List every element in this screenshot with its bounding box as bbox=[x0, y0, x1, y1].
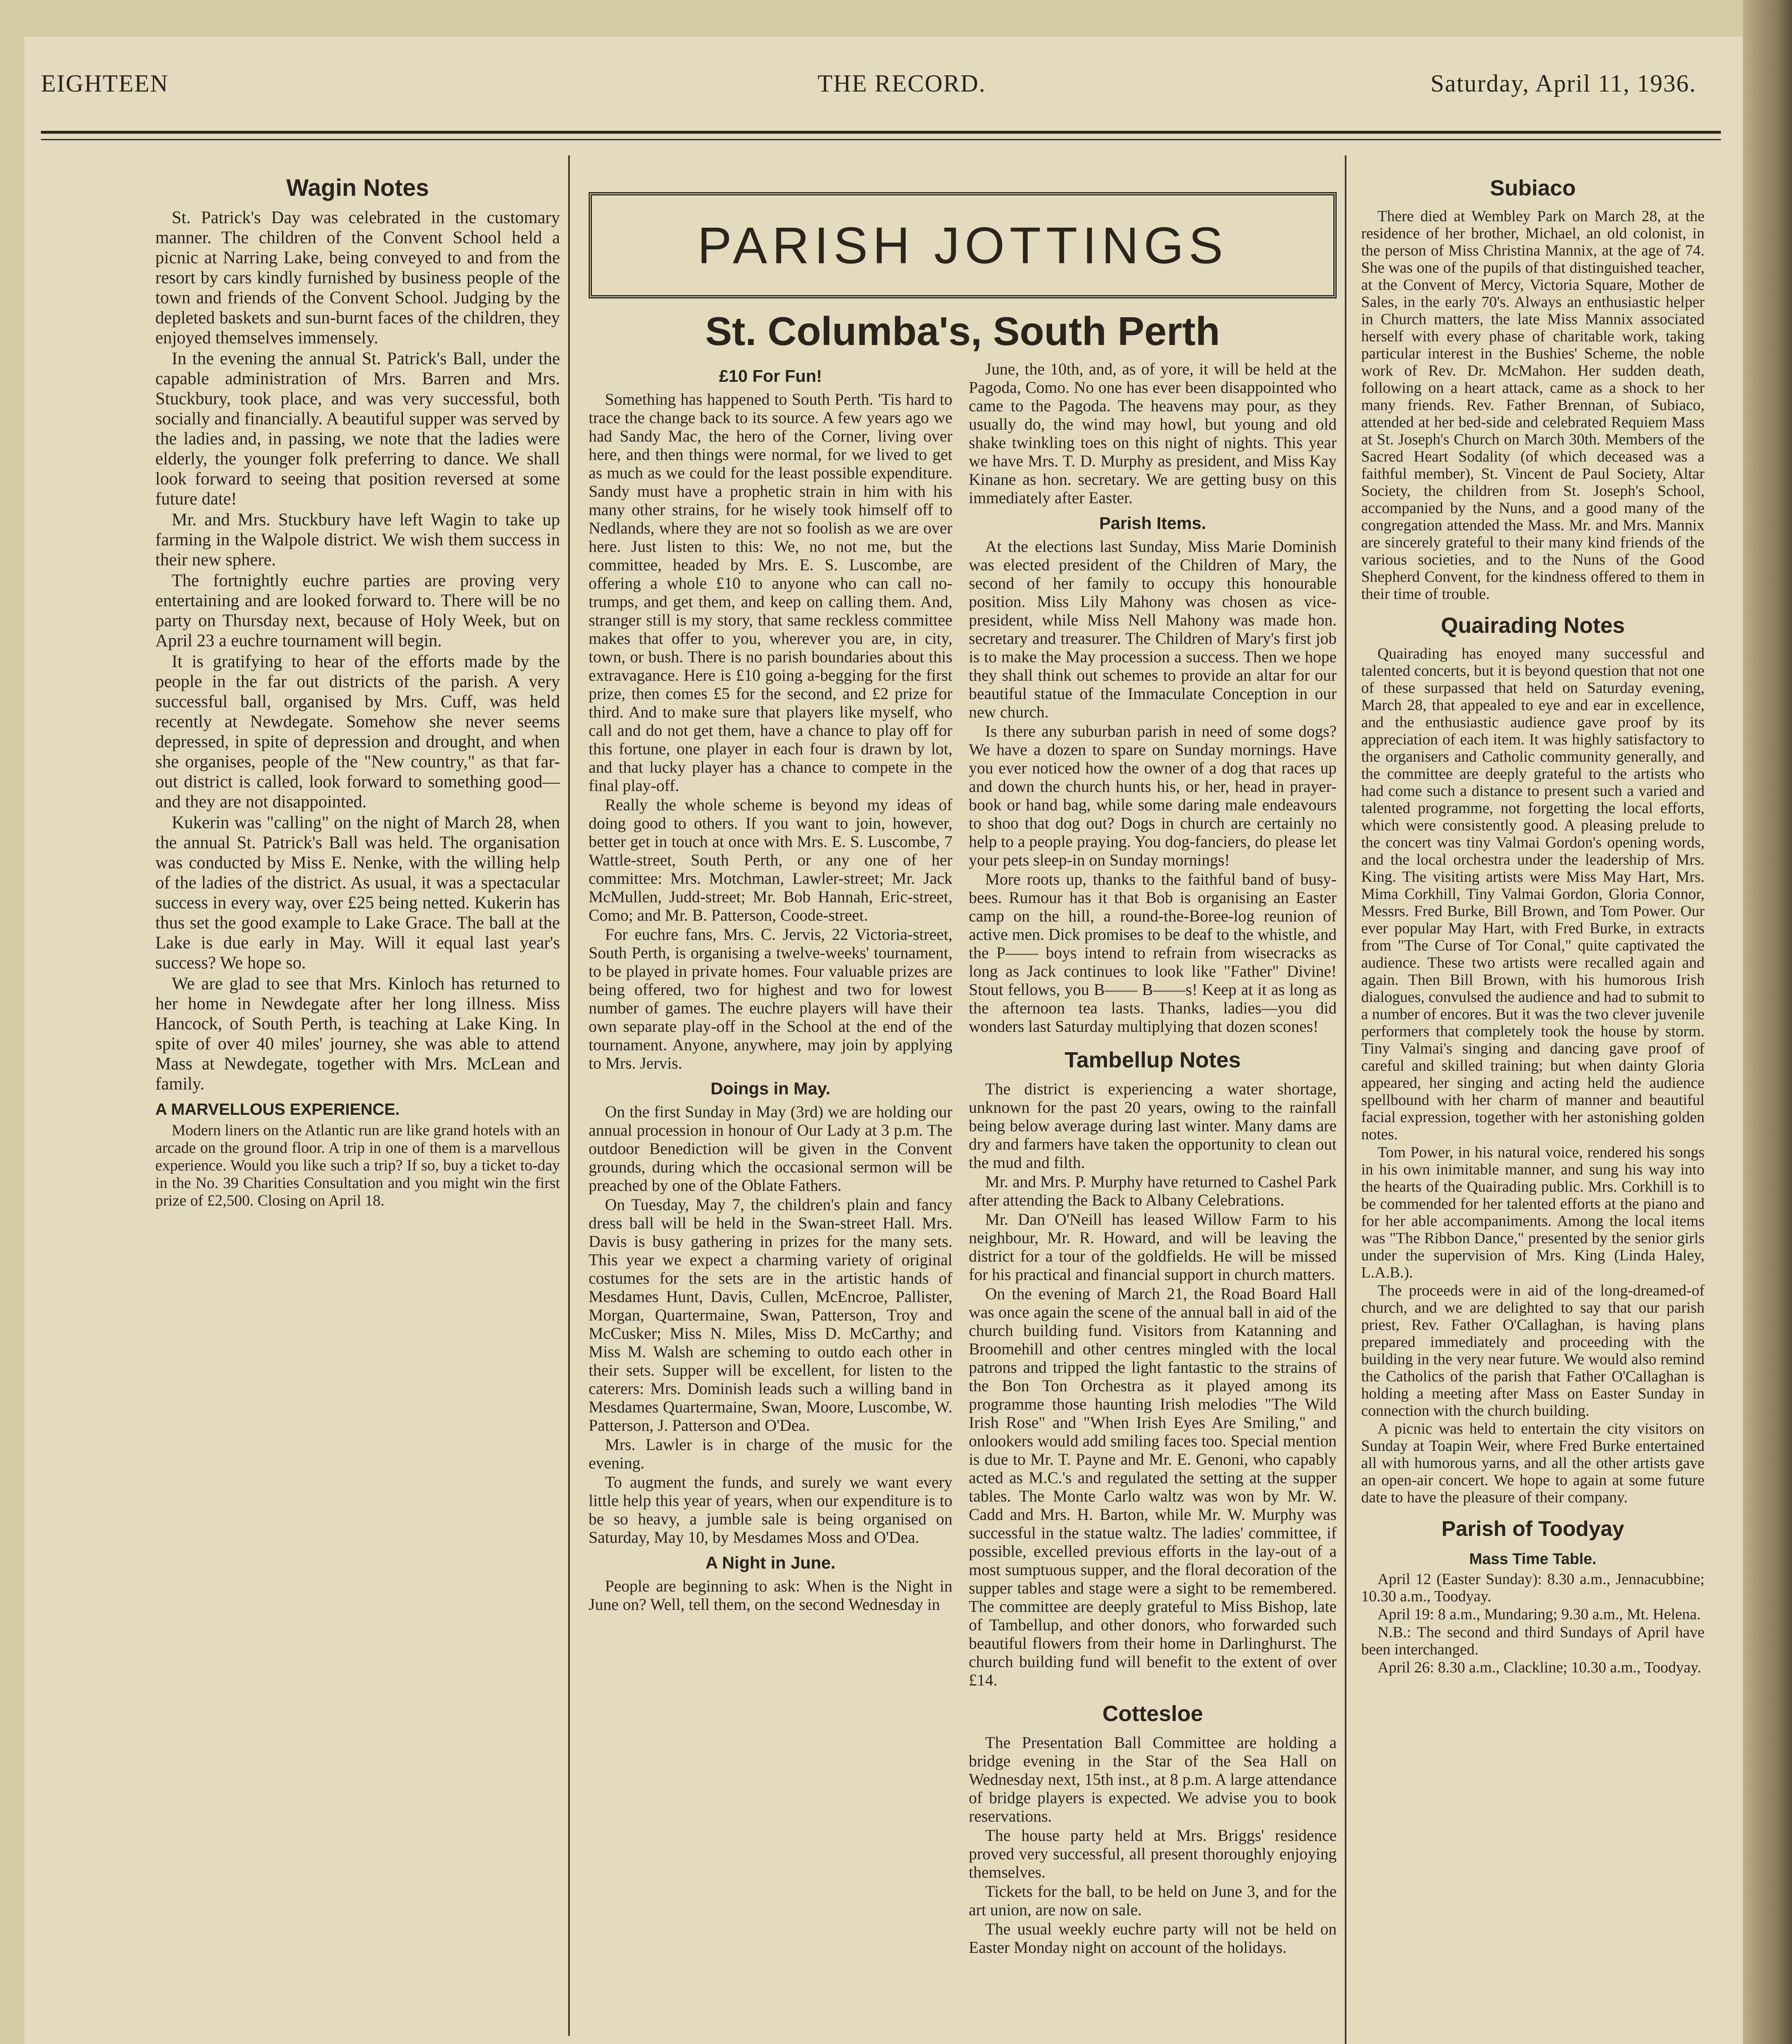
article-title: Wagin Notes bbox=[286, 175, 429, 201]
paragraph: We are glad to see that Mrs. Kinloch has returned to her home in Newdegate after her long illness. Miss Hancock, of South Perth, is teaching at Lake King. In spite of over 40 miles' journey, she was able to attend Mass at Newdegate, together with Mrs. McLean and family. bbox=[155, 974, 560, 1094]
article-title: A MARVELLOUS EXPERIENCE. bbox=[155, 1100, 400, 1118]
paragraph: The district is experiencing a water shortage, unknown for the past 20 years, owing to the rainfall being below average during last winter. Many dams are dry and farmers have taken the opportunity to clean out the mud and filth. bbox=[969, 1080, 1337, 1172]
article-title: Subiaco bbox=[1490, 176, 1576, 200]
header-rule bbox=[41, 131, 1721, 134]
south-perth-col2 bbox=[969, 360, 1337, 1957]
paragraph: The usual weekly euchre party will not be held on Easter Monday night on account of the holidays. bbox=[969, 1920, 1337, 1957]
paragraph: Tickets for the ball, to be held on June 3, and for the art union, are now on sale. bbox=[969, 1882, 1337, 1919]
paragraph: The house party held at Mrs. Briggs' residence proved very successful, all present thoroughly enjoying themselves. bbox=[969, 1826, 1337, 1881]
paragraph: Something has happened to South Perth. 'Tis hard to trace the change back to its source. A few years ago we had Sandy Mac, the hero of the Corner, living over here, and then things were normal, for we lived to get as much as we could for the least possible expenditure. Sandy must have a prophetic strain in him with his many other strains, for he wisely took himself off to Nedlands, where they are not so foolish as we are over here. Just listen to this: We, no not me, but the committee, headed by Mrs. E. S. Luscombe, are offering a whole £10 to anyone who can call no-trumps, and get them, and keep on calling them. And, stranger still is my story, that same reckless committee makes that offer to you, wherever you are, in city, town, or bush. There is no parish boundaries about this extravagance. Here is £10 going a-begging for the first prize, then comes £5 for the second, and £2 prize for third. And to make sure that players like myself, who call and do not get them, have a chance to play off for this fortune, one player in each four is drawn by lot, and that lucky player has a chance to compete in the final play-off. bbox=[589, 390, 952, 795]
article-title: Quairading Notes bbox=[1440, 613, 1625, 638]
article-title: Parish of Toodyay bbox=[1441, 1517, 1624, 1541]
paragraph: Really the whole scheme is beyond my ideas of doing good to others. If you want to join, however, better get in touch at once with Mrs. E. S. Luscombe, 7 Wattle-street, South Perth, or any one of her committee: Mrs. Motchman, Lawler-street; Mr. Jack McMullen, Judd-street; Mr. Bob Hannah, Eric-street, Como; and Mr. B. Patterson, Coode-street. bbox=[589, 796, 952, 924]
paragraph: A picnic was held to entertain the city visitors on Sunday at Toapin Weir, where Fred Burke entertained all with humorous yarns, and all the other artists gave an open-air concert. We hope to again at some future date to have the pleasure of their company. bbox=[1361, 1420, 1705, 1506]
paragraph: Is there any suburban parish in need of some dogs? We have a dozen to spare on Sunday mornings. Have you ever noticed how the owner of a dog that races up and down the church hunts his, or her, head in prayer-book or hand bag, while some daring male endeavours to shoo that dog out? Dogs in church are certainly no help to a people praying. You dog-fanciers, do please let your pets sleep-in on Sunday mornings! bbox=[969, 722, 1337, 869]
paragraph: In the evening the annual St. Patrick's Ball, under the capable administration of Mrs. Barren and Mrs. Stuckbury, took place, and was very successful, both socially and financially. A beautiful supper was served by the ladies and, in passing, we note that the ladies were elderly, the younger folk preferring to dance. We shall look forward to seeing that position reversed at some future date! bbox=[155, 349, 560, 509]
paragraph: Kukerin was "calling" on the night of March 28, when the annual St. Patrick's Ball was held. The organisation was conducted by Miss E. Nenke, with the willing help of the ladies of the district. As usual, it was a spectacular success in every way, over £25 being netted. Kukerin has thus set the good example to Lake Grace. The ball at the Lake is due early in May. Will it equal last year's success? We hope so. bbox=[155, 813, 560, 973]
paragraph: The Presentation Ball Committee are holding a bridge evening in the Star of the Sea Hall on Wednesday next, 15th inst., at 8 p.m. A large attendance of bridge players is expected. We advise you to book reservations. bbox=[969, 1733, 1337, 1825]
paragraph: It is gratifying to hear of the efforts made by the people in the far out districts of the parish. A very successful ball, organised by Mrs. Cuff, was held recently at Newdegate. Somehow she never seems depressed, in spite of depression and drought, and when she organises, people of the "New country," as that far-out district is called, look forward to something good—and they are not disappointed. bbox=[155, 652, 560, 811]
paragraph: For euchre fans, Mrs. C. Jervis, 22 Victoria-street, South Perth, is organising a twelve-weeks' tournament, to be played in private homes. Four valuable prizes are being offered, two for highest and two for lowest number of games. The euchre players will have their own separate play-off in the School at the end of the tournament. Anyone, anywhere, may join by applying to Mrs. Jervis. bbox=[589, 925, 952, 1072]
paragraph: Quairading has enoyed many successful and talented concerts, but it is beyond question that not one of these surpassed that held on Saturday evening, March 28, that appealed to eye and ear in excellence, and the enthusiastic audience gave proof by its appreciation of each item. It was highly satisfactory to the organisers and Catholic community generally, and the committee are deeply grateful to the artists who had come such a distance to present such a varied and talented programme, not forgetting the local efforts, which were consistently good. A pleasing prelude to the concert was tiny Valmai Gordon's opening words, and the local orchestra under the leadership of Mrs. King. The visiting artists were Miss May Hart, Mrs. Mima Corkhill, Tiny Valmai Gordon, Gloria Connor, Messrs. Fred Burke, Bill Brown, and Tom Power. Our ever popular May Hart, with Fred Burke, in extracts from "The Curse of Tor Conal," quite captivated the audience. These two artists were recalled again and again. Then Bill Brown, with his humorous Irish dialogues, convulsed the audience and had to submit to a number of encores. But it was the two clever juvenile performers that completely took the house by storm. Tiny Valmai's singing and dancing gave proof of careful and skilled training; but when dainty Gloria appeared, her singing and acting held the audience spellbound with her charm of manner and beautiful facial expression, together with her astonishing golden notes. bbox=[1361, 645, 1705, 1143]
header-rule-thin bbox=[41, 139, 1721, 140]
subheading: A Night in June. bbox=[705, 1553, 836, 1572]
paragraph: There died at Wembley Park on March 28, at the residence of her brother, Michael, an old colonist, in the person of Miss Christina Mannix, at the age of 74. She was one of the pupils of that distinguished teacher, at the Convent of Mercy, Victoria Square, Mother de Sales, in the early 70's. Always an enthusiastic helper in Church matters, the late Miss Mannix associated herself with every phase of charitable work, taking particular interest in the Bushies' Scheme, the noble work of Rev. Dr. McMahon. Her sudden death, following on a heart attack, came as a shock to her many friends. Rev. Father Brennan, of Subiaco, attended at her bed-side and celebrated Requiem Mass at St. Joseph's Church on March 30th. Members of the Sacred Heart Sodality (of which deceased was a faithful member), St. Vincent de Paul Society, Altar Society, the children from St. Joseph's School, accompanied by the Nuns, and a good many of the congregation attended the Mass. Mr. and Mrs. Mannix are sincerely grateful to their many kind friends of the various societies, and to the Nuns of the Good Shepherd Convent, for the kindness offered to them in their time of trouble. bbox=[1361, 208, 1705, 603]
article-title: Tambellup Notes bbox=[1064, 1048, 1241, 1072]
paragraph: On the first Sunday in May (3rd) we are holding our annual procession in honour of Our Lady at 3 p.m. The outdoor Benediction will be given in the Convent grounds, during which the occasional sermon will be preached by one of the Oblate Fathers. bbox=[589, 1103, 952, 1195]
paragraph: The fortnightly euchre parties are proving very entertaining and are looked forward to. There will be no party on Thursday next, because of Holy Week, but on April 23 a euchre tournament will begin. bbox=[155, 571, 560, 650]
paragraph: More roots up, thanks to the faithful band of busy-bees. Rumour has it that Bob is organising an Easter camp on the hill, a round-the-Boree-log reunion of active men. Dick promises to be deaf to the whistle, and the P—— boys intend to refrain from wisecracks as long as Jack continues to look like "Father" Divine! Stout fellows, you B—— B——s! Keep at it as long as the afternoon tea lasts. Thanks, ladies—you did wonders last Saturday multiplying that dozen scones! bbox=[969, 870, 1337, 1035]
parish-jottings-banner bbox=[589, 192, 1337, 298]
subheading: Doings in May. bbox=[710, 1079, 831, 1098]
paragraph: Mr. and Mrs. Stuckbury have left Wagin to take up farming in the Walpole district. We wish them success in their new sphere. bbox=[155, 510, 560, 569]
paragraph: On Tuesday, May 7, the children's plain and fancy dress ball will be held in the Swan-street Hall. Mrs. Davis is busy gathering in prizes for the many sets. This year we expect a charming variety of original costumes for the sets are in the artistic hands of Mesdames Hunt, Davis, Cullen, McEncroe, Pallister, Morgan, Quartermaine, Swan, Patterson, Troy and McCusker; Miss N. Miles, Miss D. McCarthy; and Miss M. Walsh are scheming to outdo each other in their sets. Supper will be excellent, for listen to the caterers: Mrs. Dominish leads such a willing band in Mesdames Quartermaine, Swan, Moore, Luscombe, W. Patterson, J. Patterson and O'Dea. bbox=[589, 1195, 952, 1434]
south-perth-col1 bbox=[589, 360, 952, 1614]
page-binding-edge bbox=[1743, 0, 1792, 2044]
article-title: St. Columba's, South Perth bbox=[705, 309, 1220, 354]
page-header bbox=[41, 61, 1696, 114]
issue-date: Saturday, April 11, 1936. bbox=[1430, 70, 1696, 97]
right-column bbox=[1361, 172, 1705, 1677]
article-title: Cottesloe bbox=[1102, 1701, 1203, 1726]
paragraph: The proceeds were in aid of the long-dreamed-of church, and we are delighted to say that our parish priest, Rev. Father O'Callaghan, is having plans prepared immediately and proceeding with the building in the very near future. We would also remind the Catholics of the parish that Father O'Callaghan is holding a meeting after Mass on Easter Sunday in connection with the church building. bbox=[1361, 1282, 1705, 1419]
subheading: Parish Items. bbox=[1099, 513, 1206, 533]
paragraph: Mrs. Lawler is in charge of the music for the evening. bbox=[589, 1435, 952, 1472]
paragraph: June, the 10th, and, as of yore, it will be held at the Pagoda, Como. No one has ever been disappointed who came to the Pagoda. The heavens may pour, as they usually do, the wind may howl, but young and old shake twinkling toes on this night of nights. This year we have Mrs. T. D. Murphy as president, and Miss Kay Kinane as hon. secretary. We are getting busy on this immediately after Easter. bbox=[969, 360, 1337, 507]
paragraph: April 12 (Easter Sunday): 8.30 a.m., Jennacubbine; 10.30 a.m., Toodyay. bbox=[1361, 1571, 1705, 1605]
paragraph: At the elections last Sunday, Miss Marie Dominish was elected president of the Children of Mary, the second of her family to occupy this honourable position. Miss Lily Mahony was chosen as vice-president, while Miss Nell Mahony was made hon. secretary and treasurer. The Children of Mary's first job is to make the May procession a success. Then we hope they shall think out schemes to provide an altar for our beautiful statue of the Immaculate Conception in our new church. bbox=[969, 537, 1337, 721]
column-rule bbox=[568, 155, 570, 2036]
paragraph: Mr. Dan O'Neill has leased Willow Farm to his neighbour, Mr. R. Howard, and will be leaving the district for a tour of the goldfields. He will be missed for his practical and financial support in church matters. bbox=[969, 1210, 1337, 1284]
page-number: EIGHTEEN bbox=[41, 70, 169, 97]
paragraph: Modern liners on the Atlantic run are like grand hotels with an arcade on the ground floor. A trip in one of them is a marvellous experience. Would you like such a trip? If so, buy a ticket to-day in the No. 39 Charities Consultation and you might win the first prize of £2,500. Closing on April 18. bbox=[155, 1122, 560, 1209]
paragraph: People are beginning to ask: When is the Night in June on? Well, tell them, on the second Wednesday in bbox=[589, 1577, 952, 1614]
paragraph: Tom Power, in his natural voice, rendered his songs in his own inimitable manner, and sung his way into the hearts of the Quairading public. Mrs. Corkhill is to be commended for her talented efforts at the piano and for her able accompaniments. Among the local items was "The Ribbon Dance," presented by the senior girls under the supervision of Mrs. King (Linda Haley, L.A.B.). bbox=[1361, 1144, 1705, 1281]
paragraph: To augment the funds, and surely we want every little help this year of years, when our expenditure is to be so heavy, a jumble sale is being organised on Saturday, May 10, by Mesdames Moss and O'Dea. bbox=[589, 1473, 952, 1546]
paragraph: St. Patrick's Day was celebrated in the customary manner. The children of the Convent School held a picnic at Narring Lake, being conveyed to and from the resort by cars kindly furnished by business people of the town and friends of the Convent School. Judging by the depleted baskets and sun-burnt faces of the children, they enjoyed themselves immensely. bbox=[155, 208, 560, 347]
subheading: £10 For Fun! bbox=[719, 366, 822, 385]
paragraph: April 26: 8.30 a.m., Clackline; 10.30 a.m., Toodyay. bbox=[1378, 1659, 1702, 1676]
paragraph: Mr. and Mrs. P. Murphy have returned to Cashel Park after attending the Back to Albany Celebrations. bbox=[969, 1172, 1337, 1209]
paper-name: THE RECORD. bbox=[818, 70, 986, 97]
wagin-notes bbox=[155, 172, 560, 1210]
column-rule bbox=[1345, 155, 1346, 2044]
paragraph: On the evening of March 21, the Road Board Hall was once again the scene of the annual ball in aid of the church building fund. Visitors from Katanning and Broomehill and other centres mingled with the local patrons and tripped the light fantastic to the strains of the Bon Ton Orchestra as it played among its programme those haunting Irish melodies "The Wild Irish Rose" and "When Irish Eyes Are Smiling," and onlookers would add smiling faces too. Special mention is due to Mr. T. Payne and Mr. E. Genoni, who capably acted as M.C.'s and regulated the setting at the supper tables. The Monte Carlo waltz was won by Mr. W. Cadd and Mrs. H. Barton, while Mr. W. Murphy was successful in the statue waltz. The ladies' committee, if possible, excelled previous efforts in the lay-out of a most sumptuous supper, and the floral decoration of the supper tables and stage were a sight to be remembered. The committee are deeply grateful to Miss Bishop, late of Tambellup, and other donors, who forwarded such beautiful flowers from their home in Darlinghurst. The church building fund will benefit to the extent of over £14. bbox=[969, 1284, 1337, 1689]
subheading: Mass Time Table. bbox=[1469, 1551, 1597, 1568]
paragraph: N.B.: The second and third Sundays of April have been interchanged. bbox=[1361, 1624, 1705, 1658]
paragraph: April 19: 8 a.m., Mundaring; 9.30 a.m., Mt. Helena. bbox=[1378, 1606, 1701, 1623]
banner-text: PARISH JOTTINGS bbox=[697, 216, 1228, 274]
